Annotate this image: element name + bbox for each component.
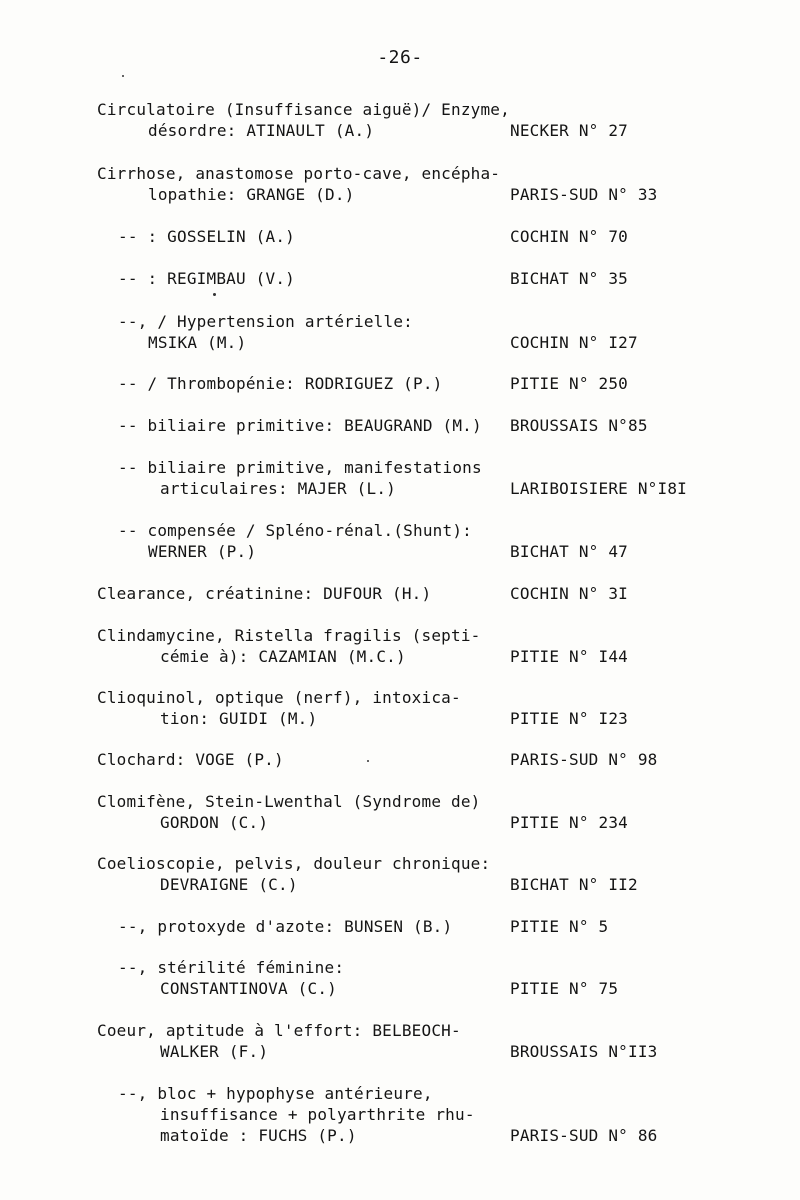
entry-line: cémie à): CAZAMIAN (M.C.) — [160, 647, 406, 666]
scan-speck — [213, 293, 216, 296]
entry-line: Coeur, aptitude à l'effort: BELBEOCH- — [97, 1021, 461, 1040]
entry-line: articulaires: MAJER (L.) — [160, 479, 396, 498]
entry-line: Coelioscopie, pelvis, douleur chronique: — [97, 854, 491, 873]
entry-line: CONSTANTINOVA (C.) — [160, 979, 337, 998]
entry-line: GORDON (C.) — [160, 813, 269, 832]
entry-line: WERNER (P.) — [148, 542, 257, 561]
entry-line: Clochard: VOGE (P.) — [97, 750, 284, 769]
entry-reference: BICHAT N° II2 — [510, 875, 638, 894]
entry-reference: PITIE N° 234 — [510, 813, 628, 832]
entry-line: -- biliaire primitive: BEAUGRAND (M.) — [118, 416, 482, 435]
entry-line: désordre: ATINAULT (A.) — [148, 121, 375, 140]
entry-line: matoïde : FUCHS (P.) — [160, 1126, 357, 1145]
entry-line: -- compensée / Spléno-rénal.(Shunt): — [118, 521, 472, 540]
entry-line: --, protoxyde d'azote: BUNSEN (B.) — [118, 917, 453, 936]
entry-reference: PARIS-SUD N° 86 — [510, 1126, 658, 1145]
entry-line: --, stérilité féminine: — [118, 958, 345, 977]
entry-reference: BICHAT N° 47 — [510, 542, 628, 561]
entry-reference: NECKER N° 27 — [510, 121, 628, 140]
entry-reference: PITIE N° 250 — [510, 374, 628, 393]
entry-reference: BICHAT N° 35 — [510, 269, 628, 288]
entry-line: Circulatoire (Insuffisance aiguë)/ Enzyme, — [97, 100, 510, 119]
entry-line: DEVRAIGNE (C.) — [160, 875, 298, 894]
entry-line: Clearance, créatinine: DUFOUR (H.) — [97, 584, 432, 603]
entry-line: --, bloc + hypophyse antérieure, — [118, 1084, 433, 1103]
entry-line: MSIKA (M.) — [148, 333, 247, 352]
entry-reference: PITIE N° 5 — [510, 917, 609, 936]
entry-line: Clindamycine, Ristella fragilis (septi- — [97, 626, 481, 645]
entry-line: Cirrhose, anastomose porto-cave, encépha- — [97, 164, 501, 183]
entry-reference: PARIS-SUD N° 98 — [510, 750, 658, 769]
entry-reference: PARIS-SUD N° 33 — [510, 185, 658, 204]
entry-line: insuffisance + polyarthrite rhu- — [160, 1105, 475, 1124]
entry-reference: COCHIN N° I27 — [510, 333, 638, 352]
entry-reference: PITIE N° I44 — [510, 647, 628, 666]
entry-line: WALKER (F.) — [160, 1042, 269, 1061]
entry-reference: LARIBOISIERE N°I8I — [510, 479, 687, 498]
entry-line: -- biliaire primitive, manifestations — [118, 458, 482, 477]
scan-speck — [122, 75, 124, 77]
entry-line: tion: GUIDI (M.) — [160, 709, 318, 728]
entry-line: Clomifène, Stein-Lwenthal (Syndrome de) — [97, 792, 481, 811]
entry-line: -- : GOSSELIN (A.) — [118, 227, 295, 246]
page-number: -26- — [377, 47, 423, 68]
entry-reference: PITIE N° I23 — [510, 709, 628, 728]
entry-line: -- : REGIMBAU (V.) — [118, 269, 295, 288]
scan-speck — [367, 760, 369, 762]
entry-reference: BROUSSAIS N°II3 — [510, 1042, 658, 1061]
entry-line: Clioquinol, optique (nerf), intoxica- — [97, 688, 461, 707]
entry-reference: COCHIN N° 70 — [510, 227, 628, 246]
entry-reference: PITIE N° 75 — [510, 979, 619, 998]
entry-line: lopathie: GRANGE (D.) — [148, 185, 355, 204]
entry-line: --, / Hypertension artérielle: — [118, 312, 413, 331]
entry-reference: BROUSSAIS N°85 — [510, 416, 648, 435]
entry-line: -- / Thrombopénie: RODRIGUEZ (P.) — [118, 374, 443, 393]
entry-reference: COCHIN N° 3I — [510, 584, 628, 603]
